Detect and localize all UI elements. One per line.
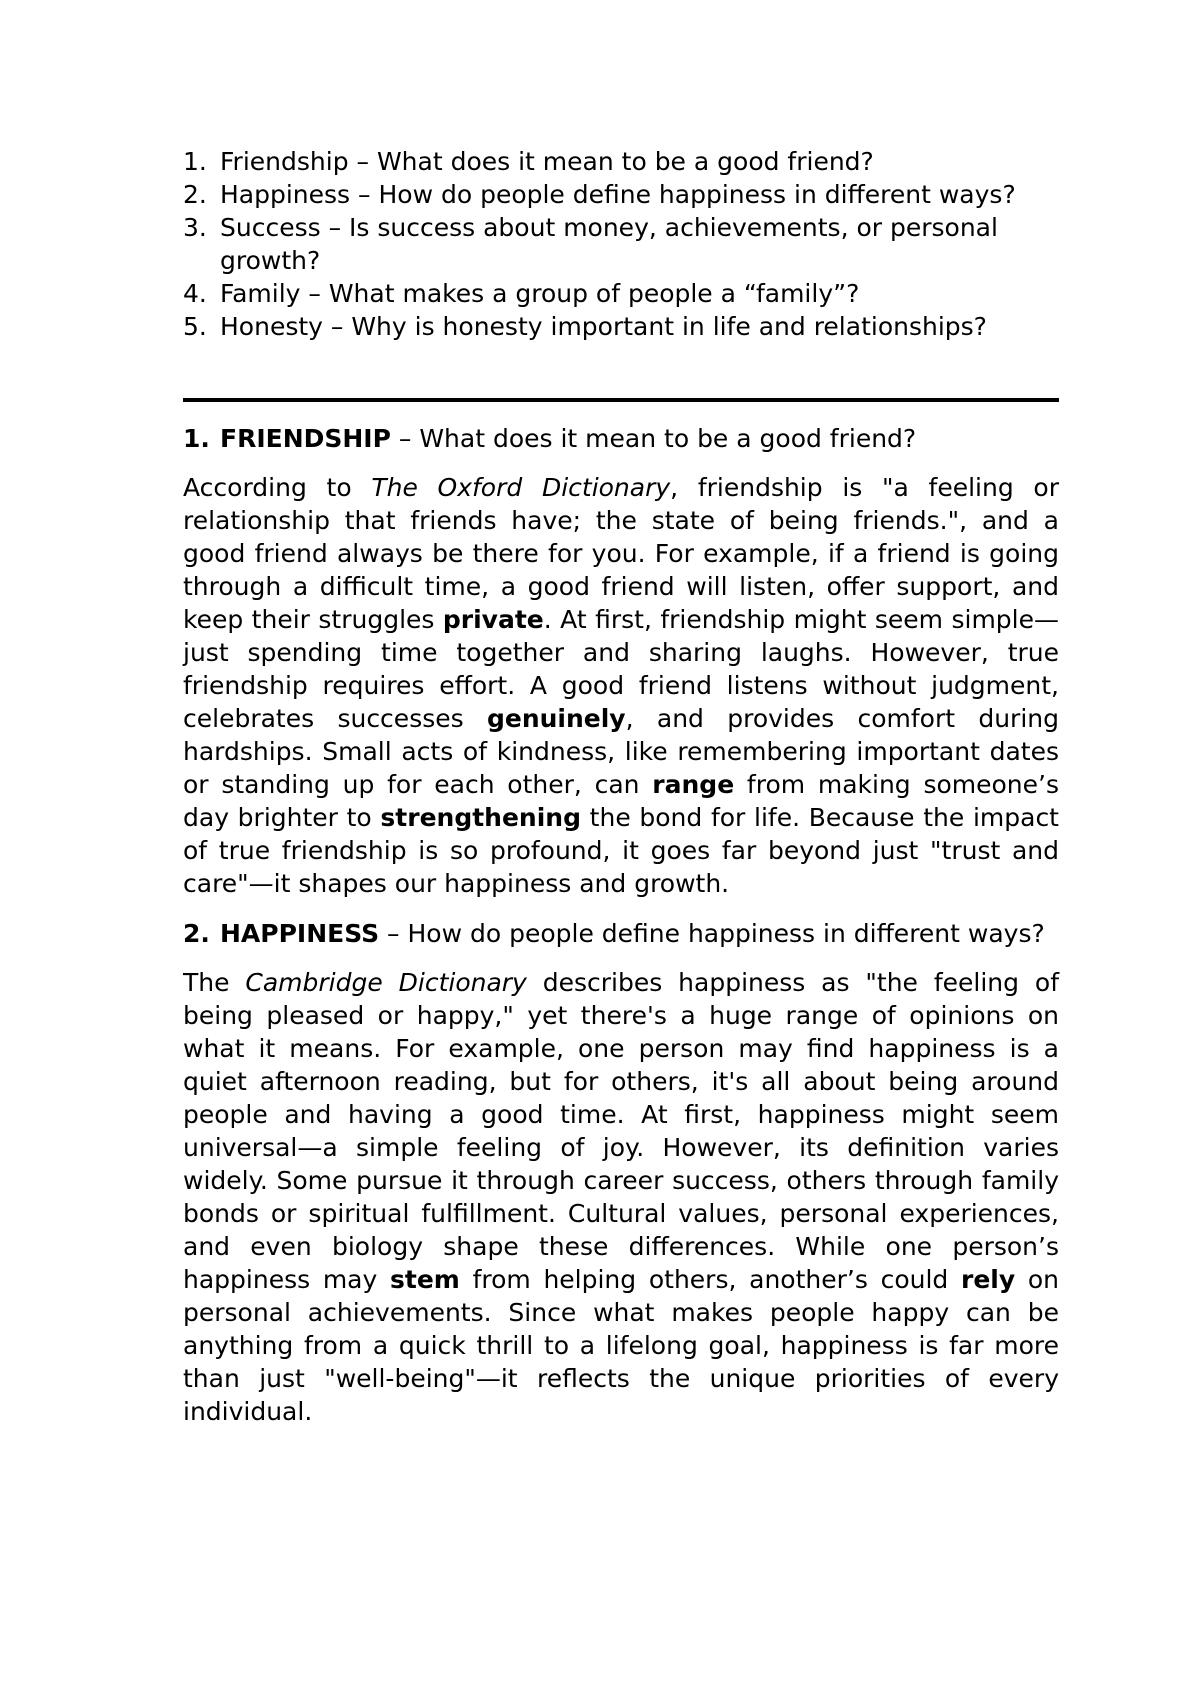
- section-heading-friendship: [183, 422, 1059, 455]
- vocab-word: genuinely: [486, 704, 626, 733]
- vocab-word: private: [442, 605, 544, 634]
- document-page: [183, 145, 1059, 1428]
- list-item: [183, 211, 1059, 277]
- list-item: [183, 277, 1059, 310]
- text-run: According to: [183, 473, 372, 502]
- text-run: on personal achievements. Since what makes people happy can be anything from a quick thrill to a lifelong goal, happiness is far more than just "well-being"—it reflects the unique priorities of every individual.: [183, 1265, 1059, 1426]
- vocab-word: range: [652, 770, 735, 799]
- section-question: – How do people define happiness in different ways?: [379, 919, 1045, 948]
- vocab-word: stem: [390, 1265, 460, 1294]
- list-number: 5.: [183, 312, 207, 341]
- list-item: [183, 310, 1059, 343]
- text-run: , friendship is "a feeling or relationship that friends have; the state of being friends.", and a good friend always be there for you. For example, if a friend is going through a difficult time, a good friend will listen, offer support, and keep their struggles: [183, 473, 1059, 634]
- text-run: , and provides comfort during hardships. Small acts of kindness, like remembering important dates or standing up for each other, can: [183, 704, 1059, 799]
- text-run: the bond for life. Because the impact of true friendship is so profound, it goes far beyond just "trust and care"—it shapes our happiness and growth.: [183, 803, 1059, 898]
- text-run: describes happiness as "the feeling of being pleased or happy," yet there's a huge range of opinions on what it means. For example, one person may find happiness is a quiet afternoon reading, but for others, it's all about being around people and having a good time. At first, happiness might seem universal—a simple feeling of joy. However, its definition varies widely. Some pursue it through career success, others through family bonds or spiritual fulfillment. Cultural values, personal experiences, and even biology shape these differences. While one person’s happiness may: [183, 968, 1059, 1294]
- section-number: 1.: [183, 424, 210, 453]
- horizontal-divider: [183, 398, 1059, 402]
- list-text: Family – What makes a group of people a “family”?: [220, 279, 860, 308]
- list-item: [183, 178, 1059, 211]
- list-number: 4.: [183, 279, 207, 308]
- section-number: 2.: [183, 919, 210, 948]
- section-title: FRIENDSHIP: [220, 424, 391, 453]
- section-question: – What does it mean to be a good friend?: [390, 424, 917, 453]
- section-title: HAPPINESS: [220, 919, 380, 948]
- list-number: 3.: [183, 213, 207, 242]
- list-text: Honesty – Why is honesty important in life and relationships?: [220, 312, 987, 341]
- list-text: Happiness – How do people define happiness in different ways?: [220, 180, 1016, 209]
- section-heading-happiness: [183, 917, 1059, 950]
- source-title: The Oxford Dictionary: [371, 473, 671, 502]
- vocab-word: strengthening: [380, 803, 581, 832]
- text-run: from making someone’s day brighter to: [183, 770, 1059, 832]
- list-text: Friendship – What does it mean to be a good friend?: [220, 147, 874, 176]
- vocab-word: rely: [960, 1265, 1016, 1294]
- text-run: from helping others, another’s could: [459, 1265, 961, 1294]
- list-text: Success – Is success about money, achievements, or personal growth?: [220, 213, 998, 275]
- text-run: . At first, friendship might seem simple—just spending time together and sharing laughs. However, true friendship requires effort. A good friend listens without judgment, celebrates successes: [183, 605, 1059, 733]
- paragraph-friendship: [183, 471, 1059, 900]
- text-run: The: [183, 968, 246, 997]
- paragraph-happiness: [183, 966, 1059, 1428]
- list-item: [183, 145, 1059, 178]
- source-title: Cambridge Dictionary: [245, 968, 527, 997]
- topic-list: [183, 145, 1059, 343]
- list-number: 2.: [183, 180, 207, 209]
- list-number: 1.: [183, 147, 207, 176]
